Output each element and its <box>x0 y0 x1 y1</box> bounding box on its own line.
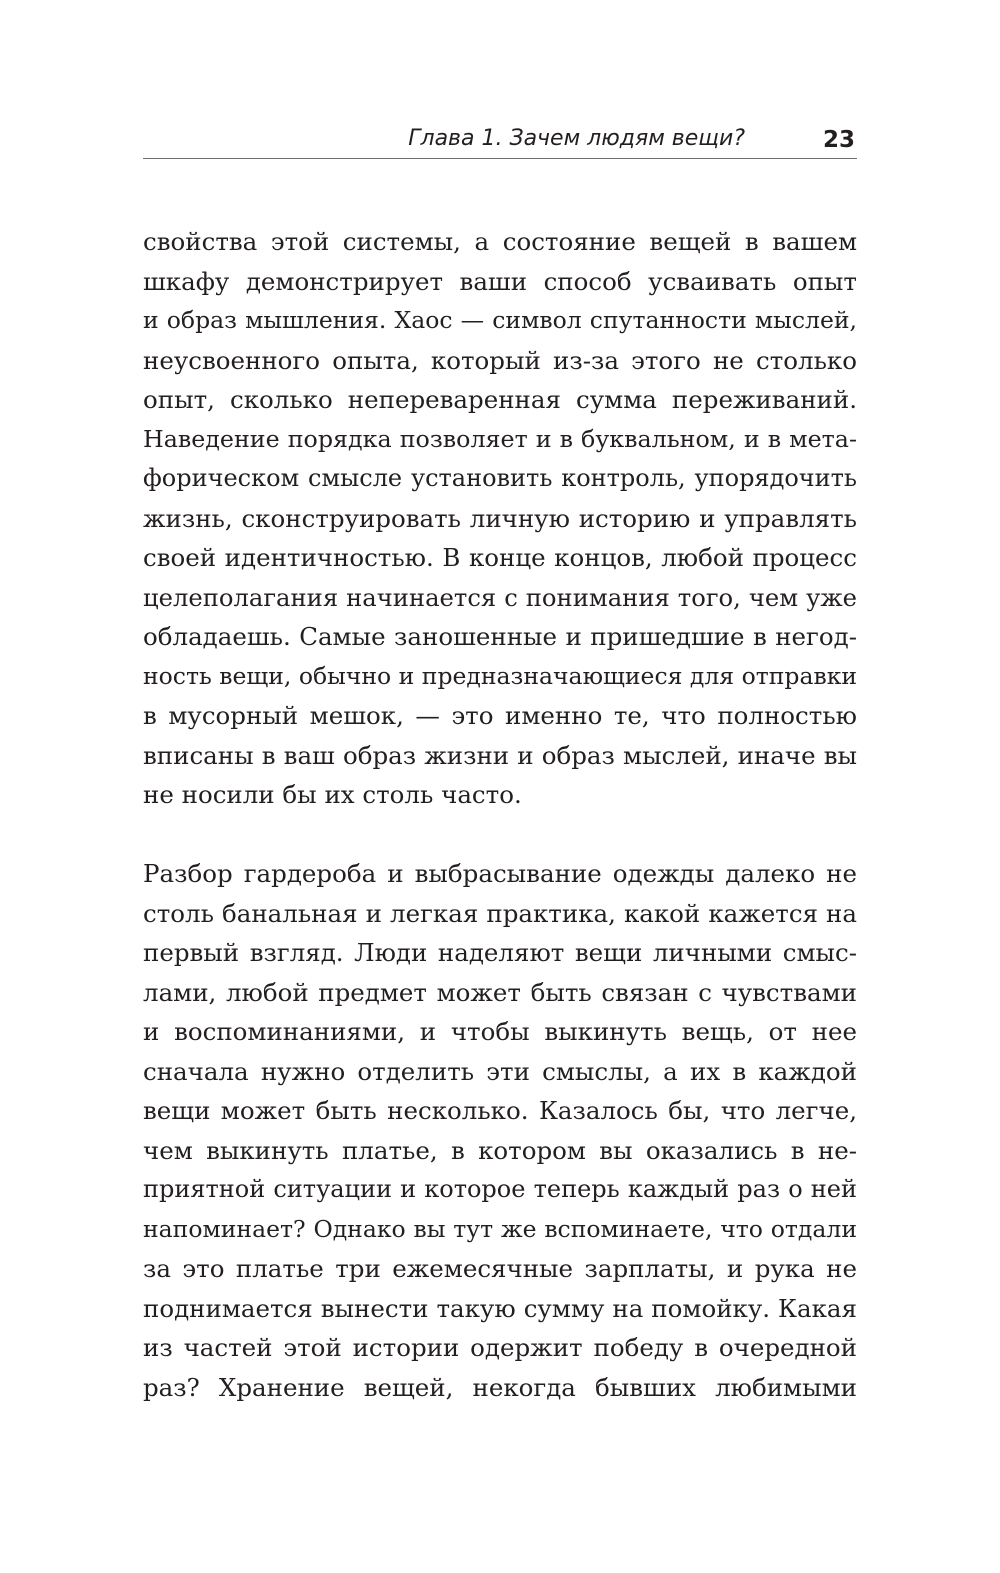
text-line: и воспоминаниями, и чтобы выкинуть вещь, от нее <box>143 1017 857 1046</box>
text-line: опыт, сколько непереваренная сумма переживаний. <box>143 385 857 414</box>
paragraph-1 <box>143 222 857 815</box>
text-line: напоминает? Однако вы тут же вспоминаете, что отдали <box>143 1214 857 1243</box>
text-line: Разбор гардероба и выбрасывание одежды далеко не <box>143 859 857 888</box>
text-line: столь банальная и легкая практика, какой кажется на <box>143 898 857 928</box>
text-line: не носили бы их столь часто. <box>143 780 522 809</box>
text-line: из частей этой истории одержит победу в очередной <box>143 1333 857 1362</box>
text-line: сначала нужно отделить эти смыслы, а их в каждой <box>143 1056 857 1086</box>
text-line: форическом смысле установить контроль, упорядочить <box>143 464 857 492</box>
text-line: раз? Хранение вещей, некогда бывших любимыми <box>143 1372 857 1402</box>
text-line: жизнь, сконструировать личную историю и управлять <box>143 503 857 533</box>
paragraph-2 <box>143 854 857 1407</box>
text-line: лами, любой предмет может быть связан с чувствами <box>143 977 857 1007</box>
text-line: первый взгляд. Люди наделяют вещи личными смыс- <box>143 938 857 967</box>
text-line: поднимается вынести такую сумму на помойку. Какая <box>143 1293 857 1323</box>
body-text <box>143 222 857 1407</box>
text-line: и образ мышления. Хаос — символ спутанности мыслей, <box>143 306 857 334</box>
paragraph-gap <box>143 815 857 855</box>
text-line: за это платье три ежемесячные зарплаты, и рука не <box>143 1254 857 1283</box>
text-line: приятной ситуации и которое теперь каждый раз о ней <box>143 1175 857 1203</box>
text-line: свойства этой системы, а состояние вещей в вашем <box>143 227 857 256</box>
chapter-title: Глава 1. Зачем людям вещи? <box>408 126 745 151</box>
text-line: в мусорный мешок, — это именно те, что полностью <box>143 701 857 730</box>
text-line: неусвоенного опыта, который из-за этого не столько <box>143 345 857 375</box>
text-line: обладаешь. Самые заношенные и пришедшие в негод- <box>143 622 857 651</box>
text-line: ность вещи, обычно и предназначающиеся для отправки <box>143 661 857 690</box>
running-header <box>143 122 857 159</box>
text-line: своей идентичностью. В конце концов, любой процесс <box>143 543 857 572</box>
text-line: Наведение порядка позволяет и в буквальном, и в мета- <box>143 424 857 453</box>
page-number: 23 <box>822 127 855 153</box>
text-line: шкафу демонстрирует ваши способ усваивать опыт <box>143 266 857 296</box>
text-line: вещи может быть несколько. Казалось бы, что легче, <box>143 1096 857 1125</box>
text-line: вписаны в ваш образ жизни и образ мыслей, иначе вы <box>143 740 857 770</box>
text-line: целеполагания начинается с понимания того, чем уже <box>143 582 857 612</box>
text-line: чем выкинуть платье, в котором вы оказались в не- <box>143 1135 857 1165</box>
